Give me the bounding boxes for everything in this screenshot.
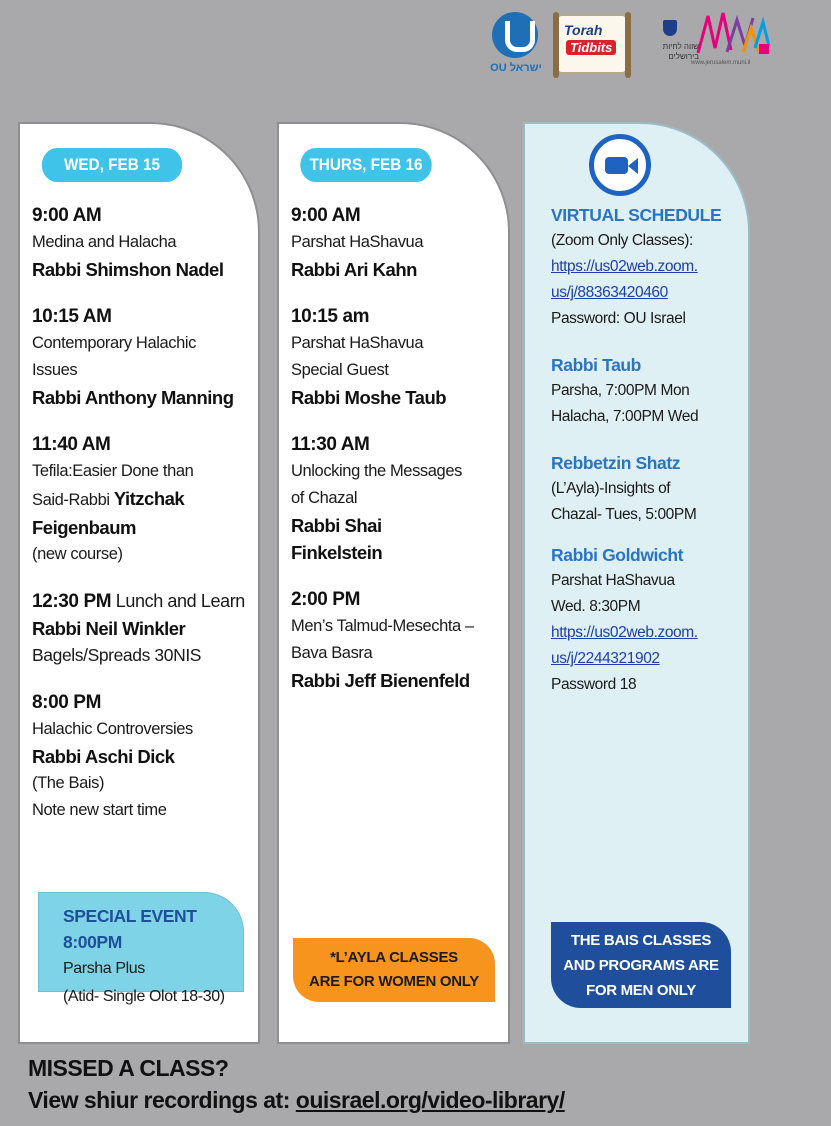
session-thu-1 — [291, 202, 502, 283]
session-wed-5 — [32, 689, 252, 824]
session-time-row — [32, 588, 252, 615]
session-title — [32, 485, 252, 514]
zoom-camera-icon — [589, 134, 651, 196]
session-title: Men’s Talmud-Mesechta – — [291, 617, 474, 635]
session-time: 9:00 AM — [32, 205, 102, 226]
session-speaker: Rabbi Anthony Manning — [32, 387, 234, 408]
wednesday-date-badge: WED, FEB 15 — [42, 148, 182, 182]
session-note: (new course) — [32, 545, 123, 563]
women-notice-line: *L’AYLA CLASSES — [330, 949, 458, 966]
special-event-title: Parsha Plus — [63, 960, 145, 977]
session-title: of Chazal — [291, 489, 358, 507]
ou-caption: OU ישראל — [490, 62, 542, 74]
virtual-column — [523, 122, 750, 1044]
zoom-link-1-part[interactable]: https://us02web.zoom. — [551, 258, 698, 275]
recordings-line — [28, 1084, 565, 1116]
jerusalem-art-icon — [693, 8, 773, 58]
virtual-intro — [551, 202, 744, 332]
wednesday-sessions — [32, 202, 252, 844]
session-thu-2 — [291, 303, 502, 411]
zoom-password-1: Password: OU Israel — [551, 310, 686, 327]
zoom-link-1[interactable] — [551, 254, 744, 306]
special-event-box — [38, 892, 244, 1005]
session-time: 8:00 PM — [32, 692, 102, 713]
zoom-link-2[interactable] — [551, 620, 744, 672]
session-speaker: Rabbi Ari Kahn — [291, 259, 417, 280]
session-title: Bava Basra — [291, 644, 373, 662]
missed-class-heading: MISSED A CLASS? — [28, 1055, 229, 1081]
session-title: Parshat HaShavua — [291, 334, 424, 352]
session-title: Parshat HaShavua — [291, 233, 424, 251]
session-speaker: Finkelstein — [291, 542, 383, 563]
virtual-teacher: Rabbi Goldwicht — [551, 545, 684, 565]
special-event-note: (Atid- Single Olot 18-30) — [63, 988, 225, 1005]
zoom-link-2-part[interactable]: https://us02web.zoom. — [551, 624, 698, 641]
session-note: Note new start time — [32, 801, 167, 819]
session-wed-1 — [32, 202, 252, 283]
zoom-link-2-part[interactable]: us/j/2244321902 — [551, 650, 660, 667]
recordings-prefix: View shiur recordings at: — [28, 1087, 296, 1113]
zoom-password-2: Password 18 — [551, 676, 637, 693]
session-title: Special Guest — [291, 361, 389, 379]
women-only-notice — [293, 938, 495, 1002]
session-title: Lunch and Learn — [111, 591, 245, 611]
torah-tidbits-logo — [556, 14, 628, 74]
session-thu-3 — [291, 431, 502, 566]
session-title: Medina and Halacha — [32, 233, 177, 251]
session-time: 12:30 PM — [32, 591, 112, 612]
women-notice-line: ARE FOR WOMEN ONLY — [309, 973, 479, 990]
session-wed-3 — [32, 431, 252, 568]
virtual-detail: Parsha, 7:00PM Mon — [551, 382, 690, 399]
session-speaker: Rabbi Shimshon Nadel — [32, 259, 224, 280]
session-note: (The Bais) — [32, 774, 105, 792]
wednesday-column — [18, 122, 260, 1044]
session-speaker: Rabbi Moshe Taub — [291, 387, 447, 408]
session-title: Tefila:Easier Done than — [32, 462, 194, 480]
ou-israel-logo — [488, 12, 544, 76]
virtual-teacher: Rabbi Taub — [551, 355, 641, 375]
session-note: Bagels/Spreads 30NIS — [32, 645, 202, 665]
session-title-prefix: Said-Rabbi — [32, 491, 114, 509]
session-speaker: Feigenbaum — [32, 517, 136, 538]
session-title: Halachic Controversies — [32, 720, 193, 738]
virtual-heading: VIRTUAL SCHEDULE — [551, 205, 722, 225]
virtual-schedule — [551, 202, 744, 718]
torah-word: Torah — [564, 22, 603, 38]
session-speaker: Rabbi Neil Winkler — [32, 618, 186, 639]
jerusalem-emblem-icon — [663, 20, 677, 36]
virtual-detail: Parshat HaShavua — [551, 572, 675, 589]
virtual-class-goldwicht — [551, 542, 744, 698]
session-time: 9:00 AM — [291, 205, 361, 226]
virtual-class-taub — [551, 352, 744, 430]
session-wed-4 — [32, 588, 252, 669]
zoom-link-1-part[interactable]: us/j/88363420460 — [551, 284, 668, 301]
special-event-heading: SPECIAL EVENT — [63, 906, 197, 926]
jerusalem-url: www.jerusalem.muni.il — [691, 60, 751, 66]
tidbits-word: Tidbits — [566, 40, 616, 55]
session-wed-2 — [32, 303, 252, 411]
men-notice-line: THE BAIS CLASSES — [570, 931, 712, 949]
virtual-detail: (L’Ayla)-Insights of — [551, 480, 671, 497]
session-title: Issues — [32, 361, 78, 379]
special-event-time: 8:00PM — [63, 932, 122, 952]
session-title: Contemporary Halachic — [32, 334, 197, 352]
virtual-class-shatz — [551, 450, 744, 528]
session-time: 2:00 PM — [291, 589, 361, 610]
footer — [28, 1052, 565, 1116]
virtual-subheading: (Zoom Only Classes): — [551, 232, 693, 249]
session-speaker: Rabbi Shai — [291, 515, 382, 536]
sponsor-logos — [488, 8, 773, 76]
ou-emblem-icon — [492, 12, 538, 58]
session-speaker: Yitzchak — [113, 488, 185, 509]
session-time: 11:40 AM — [32, 434, 111, 455]
session-time: 10:15 AM — [32, 306, 112, 327]
virtual-detail: Wed. 8:30PM — [551, 598, 641, 615]
session-speaker: Rabbi Jeff Bienenfeld — [291, 670, 470, 691]
jerusalem-municipality-logo — [653, 8, 773, 76]
video-library-link[interactable]: ouisrael.org/video-library/ — [295, 1087, 565, 1113]
session-time: 10:15 am — [291, 306, 370, 327]
thursday-sessions — [291, 202, 502, 714]
men-only-notice — [551, 922, 731, 1008]
virtual-teacher: Rebbetzin Shatz — [551, 453, 681, 473]
jerusalem-hebrew-slogan: שווה לחיות בירושלים — [662, 42, 699, 61]
virtual-detail: Halacha, 7:00PM Wed — [551, 408, 699, 425]
session-title: Unlocking the Messages — [291, 462, 462, 480]
thursday-date-badge: THURS, FEB 16 — [300, 148, 431, 182]
men-notice-line: AND PROGRAMS ARE — [563, 956, 719, 974]
virtual-detail: Chazal- Tues, 5:00PM — [551, 506, 697, 523]
session-speaker: Rabbi Aschi Dick — [32, 746, 175, 767]
thursday-column — [277, 122, 510, 1044]
men-notice-line: FOR MEN ONLY — [585, 981, 696, 999]
session-thu-4 — [291, 586, 502, 694]
session-time: 11:30 AM — [291, 434, 370, 455]
